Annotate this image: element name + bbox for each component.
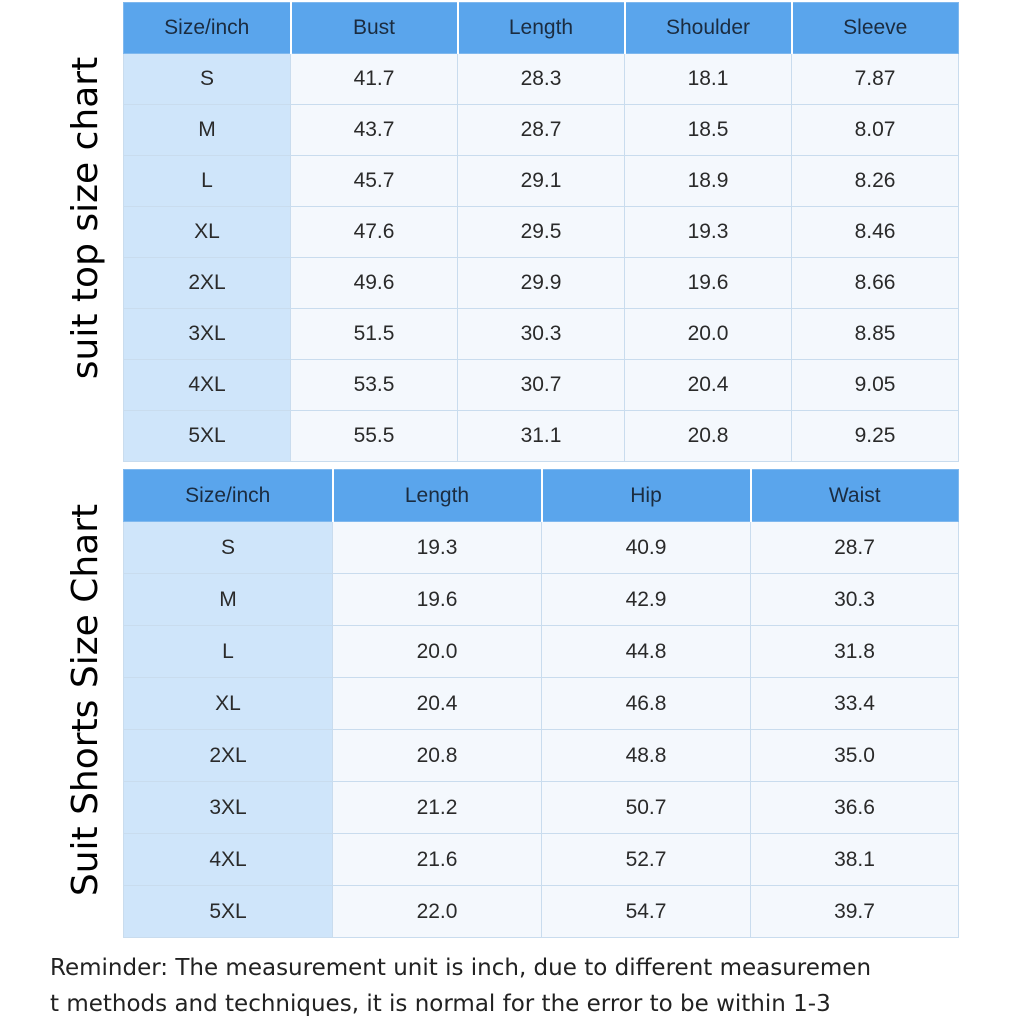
table-cell: 30.7 <box>458 360 625 411</box>
table-cell: 19.3 <box>625 207 792 258</box>
table-cell: 9.05 <box>792 360 959 411</box>
table-cell: 47.6 <box>291 207 458 258</box>
size-label: 4XL <box>124 360 291 411</box>
table-cell: 33.4 <box>751 678 959 730</box>
table-row <box>124 411 959 462</box>
table-row <box>124 258 959 309</box>
table-cell: 8.85 <box>792 309 959 360</box>
table-cell: 21.6 <box>333 834 542 886</box>
table-cell: 22.0 <box>333 886 542 938</box>
table-cell: 19.3 <box>333 522 542 574</box>
table-cell: 31.1 <box>458 411 625 462</box>
shorts-size-table <box>123 469 959 938</box>
top-size-table <box>123 2 959 462</box>
table-cell: 20.8 <box>625 411 792 462</box>
table-cell: 20.4 <box>625 360 792 411</box>
column-header-waist: Waist <box>751 470 959 522</box>
table-row <box>124 730 959 782</box>
table-cell: 29.1 <box>458 156 625 207</box>
table-row <box>124 522 959 574</box>
table-cell: 46.8 <box>542 678 751 730</box>
table-cell: 43.7 <box>291 105 458 156</box>
table-cell: 29.5 <box>458 207 625 258</box>
table-cell: 30.3 <box>458 309 625 360</box>
table-cell: 35.0 <box>751 730 959 782</box>
table-cell: 7.87 <box>792 54 959 105</box>
table-cell: 55.5 <box>291 411 458 462</box>
table-row <box>124 626 959 678</box>
table-row <box>124 782 959 834</box>
table-cell: 42.9 <box>542 574 751 626</box>
table-row <box>124 309 959 360</box>
size-label: 3XL <box>124 309 291 360</box>
column-header-length: Length <box>458 3 625 54</box>
table-cell: 51.5 <box>291 309 458 360</box>
table-cell: 20.8 <box>333 730 542 782</box>
table-row <box>124 207 959 258</box>
size-label: S <box>124 522 333 574</box>
table-cell: 8.07 <box>792 105 959 156</box>
table-cell: 8.26 <box>792 156 959 207</box>
table-header-row <box>124 3 959 54</box>
table-row <box>124 156 959 207</box>
column-header-size: Size/inch <box>124 470 333 522</box>
table-row <box>124 360 959 411</box>
size-label: 3XL <box>124 782 333 834</box>
table-cell: 18.1 <box>625 54 792 105</box>
table-cell: 44.8 <box>542 626 751 678</box>
top-chart-title: suit top size chart <box>65 56 106 380</box>
size-label: M <box>124 574 333 626</box>
size-label: 2XL <box>124 258 291 309</box>
table-cell: 54.7 <box>542 886 751 938</box>
table-cell: 38.1 <box>751 834 959 886</box>
reminder-line-2: t methods and techniques, it is normal for the error to be within 1-3 <box>50 991 831 1017</box>
table-cell: 39.7 <box>751 886 959 938</box>
table-row <box>124 54 959 105</box>
size-label: 5XL <box>124 411 291 462</box>
table-cell: 41.7 <box>291 54 458 105</box>
column-header-shoulder: Shoulder <box>625 3 792 54</box>
column-header-size: Size/inch <box>124 3 291 54</box>
table-cell: 8.46 <box>792 207 959 258</box>
table-header-row <box>124 470 959 522</box>
size-label: 2XL <box>124 730 333 782</box>
table-cell: 29.9 <box>458 258 625 309</box>
column-header-hip: Hip <box>542 470 751 522</box>
table-row <box>124 574 959 626</box>
table-cell: 48.8 <box>542 730 751 782</box>
column-header-sleeve: Sleeve <box>792 3 959 54</box>
table-cell: 21.2 <box>333 782 542 834</box>
column-header-length: Length <box>333 470 542 522</box>
shorts-chart-title: Suit Shorts Size Chart <box>65 503 106 897</box>
table-cell: 45.7 <box>291 156 458 207</box>
size-label: S <box>124 54 291 105</box>
table-cell: 9.25 <box>792 411 959 462</box>
table-cell: 53.5 <box>291 360 458 411</box>
size-label: 4XL <box>124 834 333 886</box>
table-cell: 36.6 <box>751 782 959 834</box>
size-label: L <box>124 626 333 678</box>
table-cell: 20.0 <box>625 309 792 360</box>
table-cell: 8.66 <box>792 258 959 309</box>
table-row <box>124 886 959 938</box>
table-cell: 31.8 <box>751 626 959 678</box>
table-cell: 30.3 <box>751 574 959 626</box>
table-cell: 28.3 <box>458 54 625 105</box>
table-cell: 28.7 <box>751 522 959 574</box>
table-cell: 20.0 <box>333 626 542 678</box>
table-cell: 19.6 <box>333 574 542 626</box>
size-label: 5XL <box>124 886 333 938</box>
reminder-note <box>50 950 990 1022</box>
table-cell: 18.5 <box>625 105 792 156</box>
table-cell: 19.6 <box>625 258 792 309</box>
reminder-line-1: Reminder: The measurement unit is inch, due to different measuremen <box>50 955 872 981</box>
table-cell: 50.7 <box>542 782 751 834</box>
size-label: XL <box>124 207 291 258</box>
column-header-bust: Bust <box>291 3 458 54</box>
size-label: XL <box>124 678 333 730</box>
table-row <box>124 105 959 156</box>
table-cell: 28.7 <box>458 105 625 156</box>
size-label: L <box>124 156 291 207</box>
size-label: M <box>124 105 291 156</box>
table-cell: 49.6 <box>291 258 458 309</box>
table-cell: 20.4 <box>333 678 542 730</box>
table-cell: 52.7 <box>542 834 751 886</box>
table-cell: 18.9 <box>625 156 792 207</box>
table-row <box>124 834 959 886</box>
table-cell: 40.9 <box>542 522 751 574</box>
table-row <box>124 678 959 730</box>
